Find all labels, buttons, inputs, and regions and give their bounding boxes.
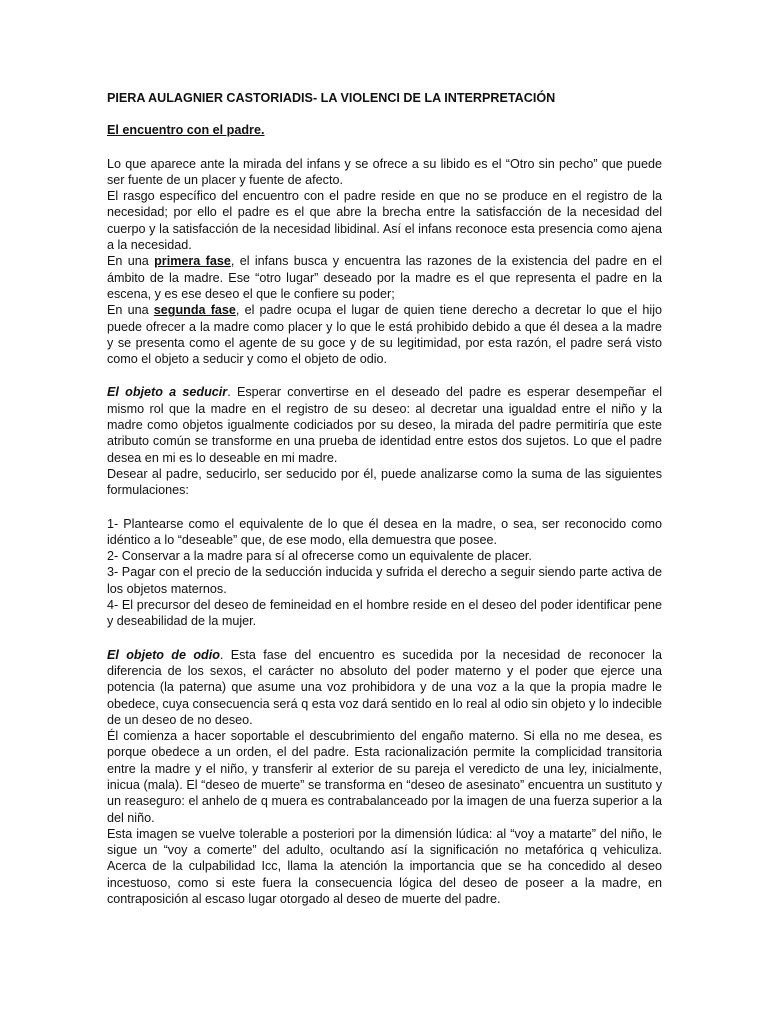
objeto-de-odio-text: . Esta fase del encuentro es sucedida por la necesidad de reconocer la diferencia de los sexos, el carácter no absoluto del poder materno y el poder que ejerce una potencia (la paterna) que asume una voz prohibidora y de una voz a la que la propia madre le obedece, cuya consecuencia será q esta voz dará sentido en lo real al odio sin objeto y lo indecible de un deseo de no deseo. [107, 647, 662, 727]
objeto-a-seducir-term: El objeto a seducir [107, 385, 228, 400]
paragraph-engano-materno: Él comienza a hacer soportable el descubrimiento del engaño materno. Si ella no me desea, es porque obedece a un orden, el del padre. Esta racionalización permite la complicidad transitoria entre la madre y el niño, y transferir al exterior de su pareja el veredicto de una ley, inicialmente, inicua (mala). El “deseo de muerte” se transforma en “deseo de asesinato” encuentra un sustituto y un reaseguro: el anhelo de q muera es contrabalanceado por la imagen de una fuerza superior a la del niño. [107, 729, 662, 825]
paragraph-objeto-a-seducir [107, 384, 662, 465]
objeto-de-odio-term: El objeto de odio [107, 647, 220, 662]
primera-fase-text: , el infans busca y encuentra las razones de la existencia del padre en el ámbito de la madre. Ese “otro lugar” deseado por la madre es el que representa el padre en la escena, y es ese deseo el que le confiere su poder; [107, 254, 662, 301]
paragraph-gap [107, 499, 662, 516]
list-item-3: 3- Pagar con el precio de la seducción inducida y sufrida el derecho a seguir siendo parte activa de los objetos maternos. [107, 565, 662, 596]
list-item-1: 1- Plantearse como el equivalente de lo que él desea en la madre, o sea, ser reconocido como idéntico a lo “deseable” que, de ese modo, ella demuestra que posee. [107, 516, 662, 547]
document-page [107, 90, 662, 907]
list-item-2: 2- Conservar a la madre para sí al ofrecerse como un equivalente de placer. [107, 549, 532, 564]
primera-fase-pre: En una [107, 254, 155, 269]
paragraph-desear-al-padre: Desear al padre, seducirlo, ser seducido por él, puede analizarse como la suma de las siguientes formulaciones: [107, 466, 662, 498]
segunda-fase-pre: En una [107, 303, 154, 318]
objeto-a-seducir-text: . Esperar convertirse en el deseado del padre es esperar desempeñar el mismo rol que la madre en el registro de su deseo: al decretar una igualdad entre el niño y la madre como objetos igualmente codiciados por su deseo, la mirada del padre permitiría que este atributo común se transforme en una prueba de identidad entre estos dos sujetos. Lo que el padre desea en mi es lo deseable en mi madre. [107, 385, 662, 465]
paragraph-otro-sin-pecho: Lo que aparece ante la mirada del infans y se ofrece a su libido es el “Otro sin pecho” que puede ser fuente de un placer y fuente de afecto. [107, 156, 662, 187]
paragraph-segunda-fase [107, 302, 662, 367]
section-heading: El encuentro con el padre. [107, 123, 265, 138]
document-title: PIERA AULAGNIER CASTORIADIS- LA VIOLENCI DE LA INTERPRETACIÓN [107, 91, 556, 105]
segunda-fase-text: , el padre ocupa el lugar de quien tiene derecho a decretar lo que el hijo puede ofrecer a la madre como placer y lo que le está prohibido debido a que él desea a la madre y se presenta como el agente de su goce y de su legitimidad, por esta razón, el padre será visto como el objeto a seducir y como el objeto de odio. [107, 303, 662, 367]
primera-fase-term: primera fase [154, 254, 231, 269]
paragraph-rasgo-especifico: El rasgo específico del encuentro con el padre reside en que no se produce en el registro de la necesidad; por ello el padre es el que abre la brecha entre la satisfacción de la necesidad del cuerpo y la satisfacción de la necesidad libidinal. Así el infans reconoce esta presencia como ajena a la necesidad. [107, 189, 662, 253]
paragraph-primera-fase [107, 253, 662, 302]
segunda-fase-term: segunda fase [153, 303, 236, 318]
paragraph-gap [107, 630, 662, 647]
paragraph-gap [107, 367, 662, 384]
list-item-4: 4- El precursor del deseo de femineidad en el hombre reside en el deseo del poder identificar pene y deseabilidad de la mujer. [107, 598, 662, 629]
paragraph-objeto-de-odio [107, 647, 662, 728]
paragraph-dimension-ludica: Esta imagen se vuelve tolerable a posteriori por la dimensión lúdica: al “voy a matarte” del niño, le sigue un “voy a comerte” del adulto, ocultando así la significación no metafórica q vehiculiza. Acerca de la culpabilidad Icc, llama la atención la importancia que se ha concedido al deseo incestuoso, como si este fuera la consecuencia lógica del deseo de poseer a la madre, en contraposición al escaso lugar otorgado al deseo de muerte del padre. [107, 826, 662, 907]
